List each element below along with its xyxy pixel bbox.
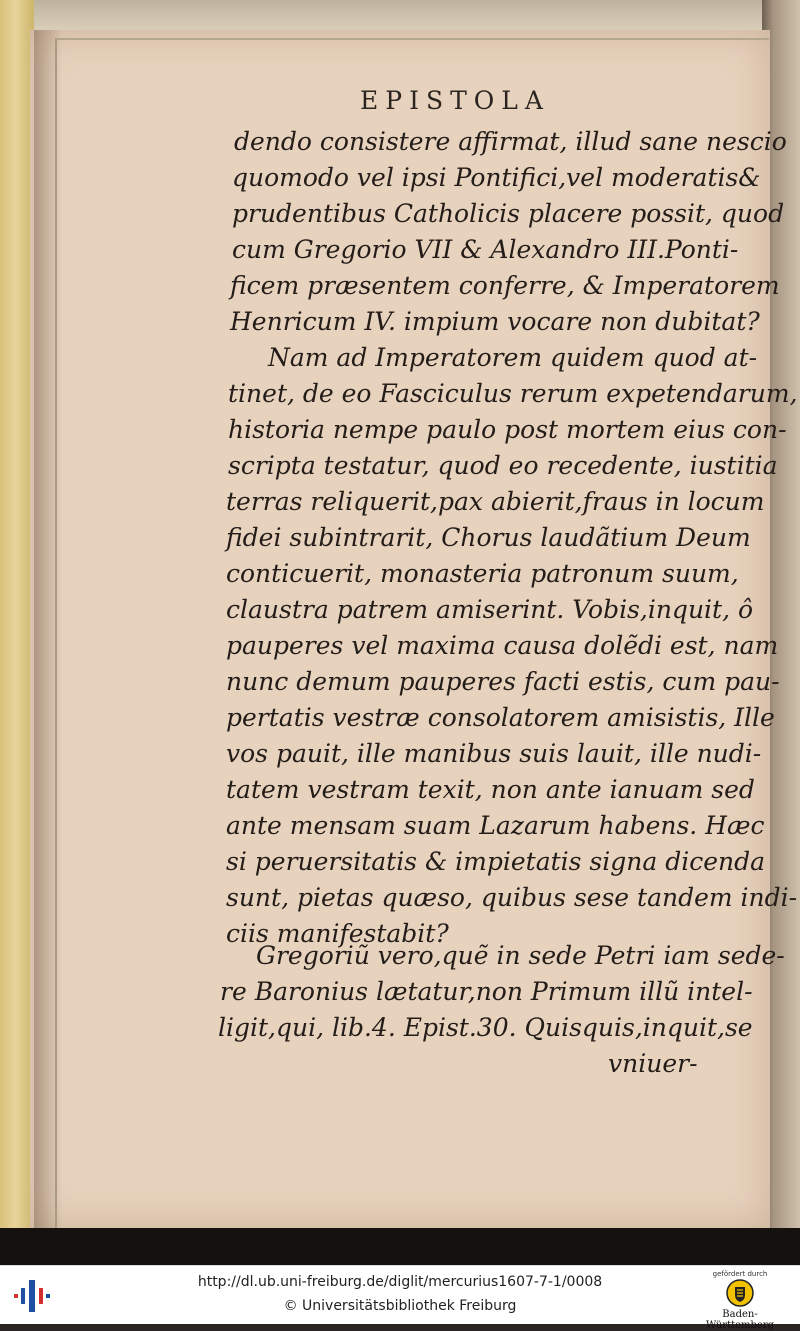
- copyright-notice: © Universitätsbibliothek Freiburg: [283, 1298, 517, 1314]
- text-line: vos pauit, ille manibus suis lauit, ille nudi-: [226, 739, 762, 768]
- ub-freiburg-logo-icon: [12, 1276, 52, 1316]
- text-line: ciis manifestabit?: [226, 919, 449, 948]
- text-line: Gregoriũ vero,quẽ in sede Petri iam sede-: [256, 941, 785, 970]
- page-text: [218, 124, 798, 1084]
- running-head: EPISTOLA: [360, 86, 550, 115]
- text-line: cum Gregorio VII & Alexandro III.Ponti-: [232, 235, 739, 264]
- text-line: nunc demum pauperes facti estis, cum pau-: [226, 667, 780, 696]
- text-line: terras reliquerit,pax abierit,fraus in locum: [226, 487, 765, 516]
- text-line: ligit,qui, lib.4. Epist.30. Quisquis,inquit,se: [218, 1013, 753, 1042]
- text-line: quomodo vel ipsi Pontifici,vel moderatis&: [232, 163, 761, 192]
- text-line: conticuerit, monasteria patronum suum,: [226, 559, 739, 588]
- text-line: pauperes vel maxima causa dolẽdi est, nam: [226, 631, 779, 660]
- text-line: claustra patrem amiserint. Vobis,inquit, ô: [226, 595, 754, 624]
- text-line: scripta testatur, quod eo recedente, iustitia: [228, 451, 778, 480]
- text-line: fidei subintrarit, Chorus laudãtium Deum: [226, 523, 751, 552]
- text-line: Nam ad Imperatorem quidem quod at-: [268, 343, 758, 372]
- book-cover-left: [0, 0, 34, 1265]
- text-line: prudentibus Catholicis placere possit, quod: [232, 199, 785, 228]
- text-line: Henricum IV. impium vocare non dubitat?: [230, 307, 760, 336]
- text-line: re Baronius lætatur,non Primum illũ intel-: [220, 977, 753, 1006]
- text-line: vniuer-: [608, 1049, 698, 1078]
- text-line: sunt, pietas quæso, quibus sese tandem indi-: [226, 883, 798, 912]
- viewer-footer: [0, 1265, 800, 1331]
- funding-label: gefördert durch: [712, 1270, 768, 1278]
- text-line: ante mensam suam Lazarum habens. Hæc: [226, 811, 765, 840]
- text-line: ficem præsentem conferre, & Imperatorem: [230, 271, 780, 300]
- permalink-url[interactable]: http://dl.ub.uni-freiburg.de/diglit/mercurius1607-7-1/0008: [197, 1274, 603, 1290]
- text-line: pertatis vestræ consolatorem amisistis, Ille: [226, 703, 775, 732]
- funder-name: Baden-Württemberg: [705, 1309, 775, 1331]
- bw-coat-of-arms-icon: [726, 1279, 754, 1307]
- text-line: si peruersitatis & impietatis signa dicenda: [226, 847, 766, 876]
- text-line: tinet, de eo Fasciculus rerum expetendarum,: [228, 379, 798, 408]
- text-line: tatem vestram texit, non ante ianuam sed: [226, 775, 755, 804]
- book-bottom-edge: [0, 1228, 800, 1265]
- text-line: historia nempe paulo post mortem eius con-: [228, 415, 787, 444]
- text-line: dendo consistere affirmat, illud sane nescio: [234, 127, 787, 156]
